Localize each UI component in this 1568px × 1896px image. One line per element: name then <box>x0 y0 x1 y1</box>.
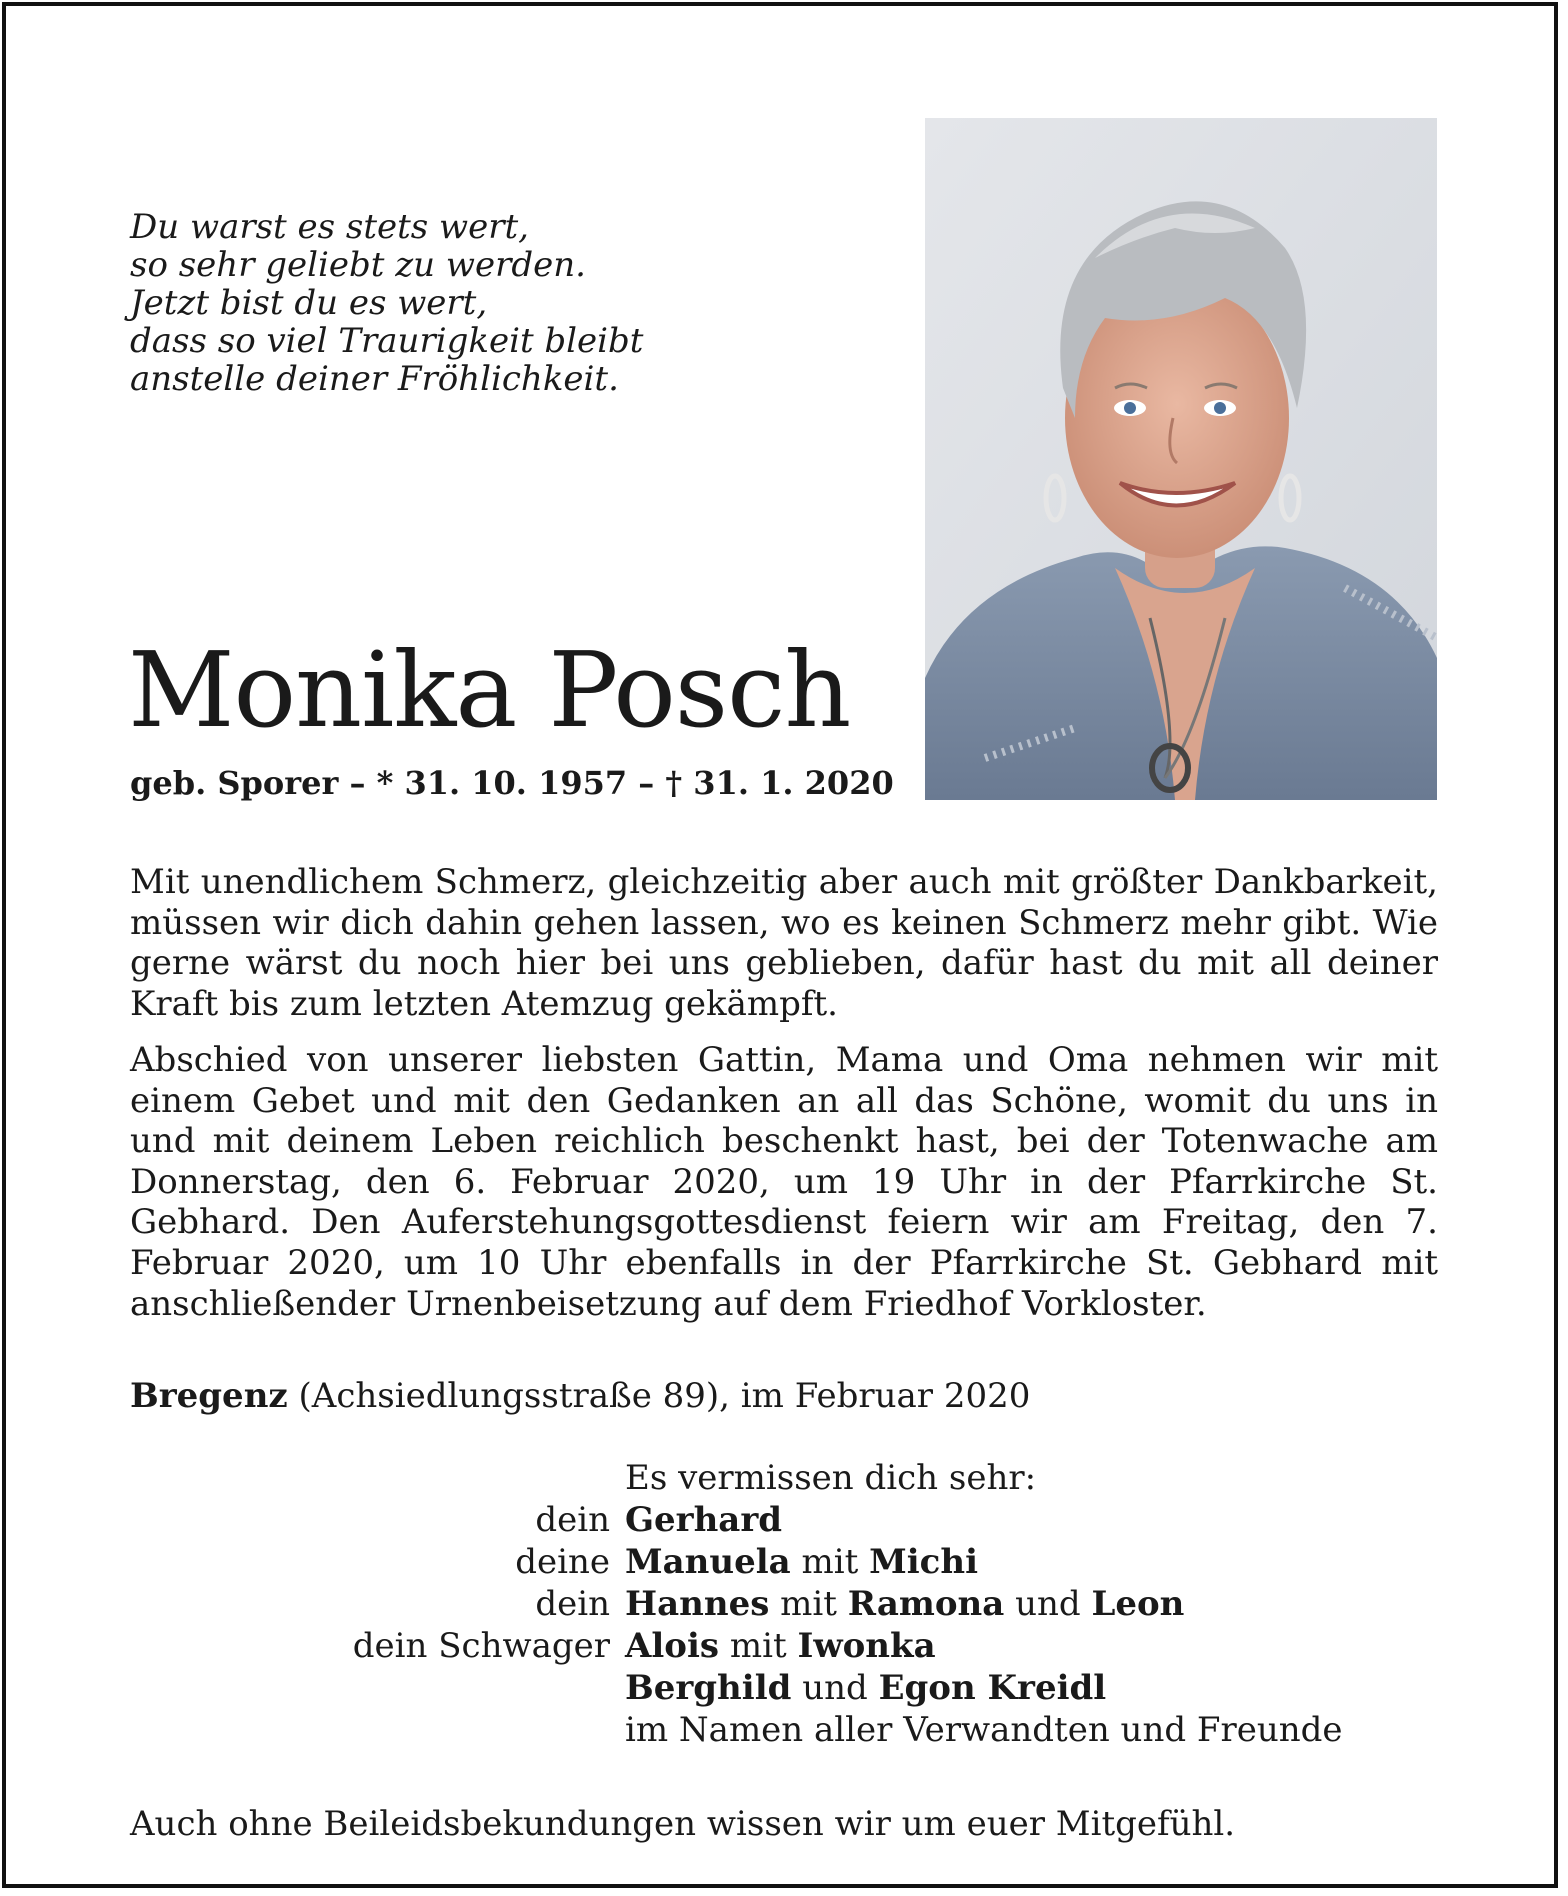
memorial-quote: Du warst es stets wert, so sehr geliebt zu werden. Jetzt bist du es wert, dass so viel Traurigkeit bleibt anstelle deiner Fröhlichkeit. <box>130 207 644 399</box>
place-city: Bregenz <box>130 1376 288 1416</box>
mourner-connector: und <box>791 1668 879 1708</box>
mourner-name: Leon <box>1091 1584 1185 1624</box>
mourner-names <box>625 1583 1184 1625</box>
place-line <box>130 1376 1030 1416</box>
mourner-names <box>625 1541 978 1583</box>
mourner-connector: im Namen aller Verwandten und Freunde <box>625 1710 1343 1750</box>
mourners-heading-row <box>0 1457 1568 1499</box>
mourner-relation: deine <box>515 1542 610 1582</box>
mourner-name: Michi <box>869 1542 978 1582</box>
mourner-names <box>625 1667 1106 1709</box>
deceased-dates: geb. Sporer – * 31. 10. 1957 – † 31. 1. 2020 <box>130 764 894 802</box>
mourner-name: Manuela <box>625 1542 791 1582</box>
mourner-row <box>0 1541 1568 1583</box>
paragraph-farewell: Mit unendlichem Schmerz, gleichzeitig aber auch mit größter Dankbarkeit, müssen wir dich dahin gehen lassen, wo es keinen Schmerz mehr gibt. Wie gerne wärst du noch hier bei uns geblieben, dafür hast du mit all deiner Kraft bis zum letzten Atemzug gekämpft. <box>130 862 1438 1024</box>
mourner-connector: und <box>1004 1584 1092 1624</box>
mourner-relation: dein Schwager <box>352 1626 610 1666</box>
mourner-name: Alois <box>625 1626 720 1666</box>
mourner-connector: mit <box>769 1584 848 1624</box>
portrait-photo <box>925 118 1437 800</box>
mourner-name: Iwonka <box>797 1626 936 1666</box>
mourner-row <box>0 1625 1568 1667</box>
mourner-name: Gerhard <box>625 1500 783 1540</box>
place-details: (Achsiedlungsstraße 89), im Februar 2020 <box>287 1376 1031 1416</box>
paragraph-services: Abschied von unserer liebsten Gattin, Mama und Oma nehmen wir mit einem Gebet und mit den Gedanken an all das Schöne, womit du uns in und mit deinem Leben reichlich beschenkt hast, bei der Totenwache am Donnerstag, den 6. Februar 2020, um 19 Uhr in der Pfarrkirche St. Gebhard. Den Auferstehungsgottesdienst feiern wir am Freitag, den 7. Februar 2020, um 10 Uhr ebenfalls in der Pfarrkirche St. Gebhard mit anschließender Urnenbeisetzung auf dem Friedhof Vorkloster. <box>130 1040 1438 1324</box>
mourner-name: Berghild <box>625 1668 792 1708</box>
closing-line: Auch ohne Beileidsbekundungen wissen wir um euer Mitgefühl. <box>130 1804 1236 1844</box>
mourner-connector: mit <box>790 1542 870 1582</box>
mourner-relation: dein <box>535 1500 610 1540</box>
mourner-name: Ramona <box>847 1584 1005 1624</box>
mourner-name: Egon Kreidl <box>878 1668 1107 1708</box>
mourner-name: Hannes <box>625 1584 770 1624</box>
mourner-row <box>0 1499 1568 1541</box>
mourner-names <box>625 1625 936 1667</box>
mourner-row <box>0 1709 1568 1751</box>
mourner-row <box>0 1583 1568 1625</box>
mourners-heading: Es vermissen dich sehr: <box>625 1458 1037 1498</box>
mourners-list <box>0 1457 1568 1751</box>
mourner-connector: mit <box>719 1626 798 1666</box>
deceased-name: Monika Posch <box>128 629 851 751</box>
mourner-relation: dein <box>535 1584 610 1624</box>
mourner-names <box>625 1499 782 1541</box>
mourner-names <box>625 1709 1343 1751</box>
mourner-row <box>0 1667 1568 1709</box>
